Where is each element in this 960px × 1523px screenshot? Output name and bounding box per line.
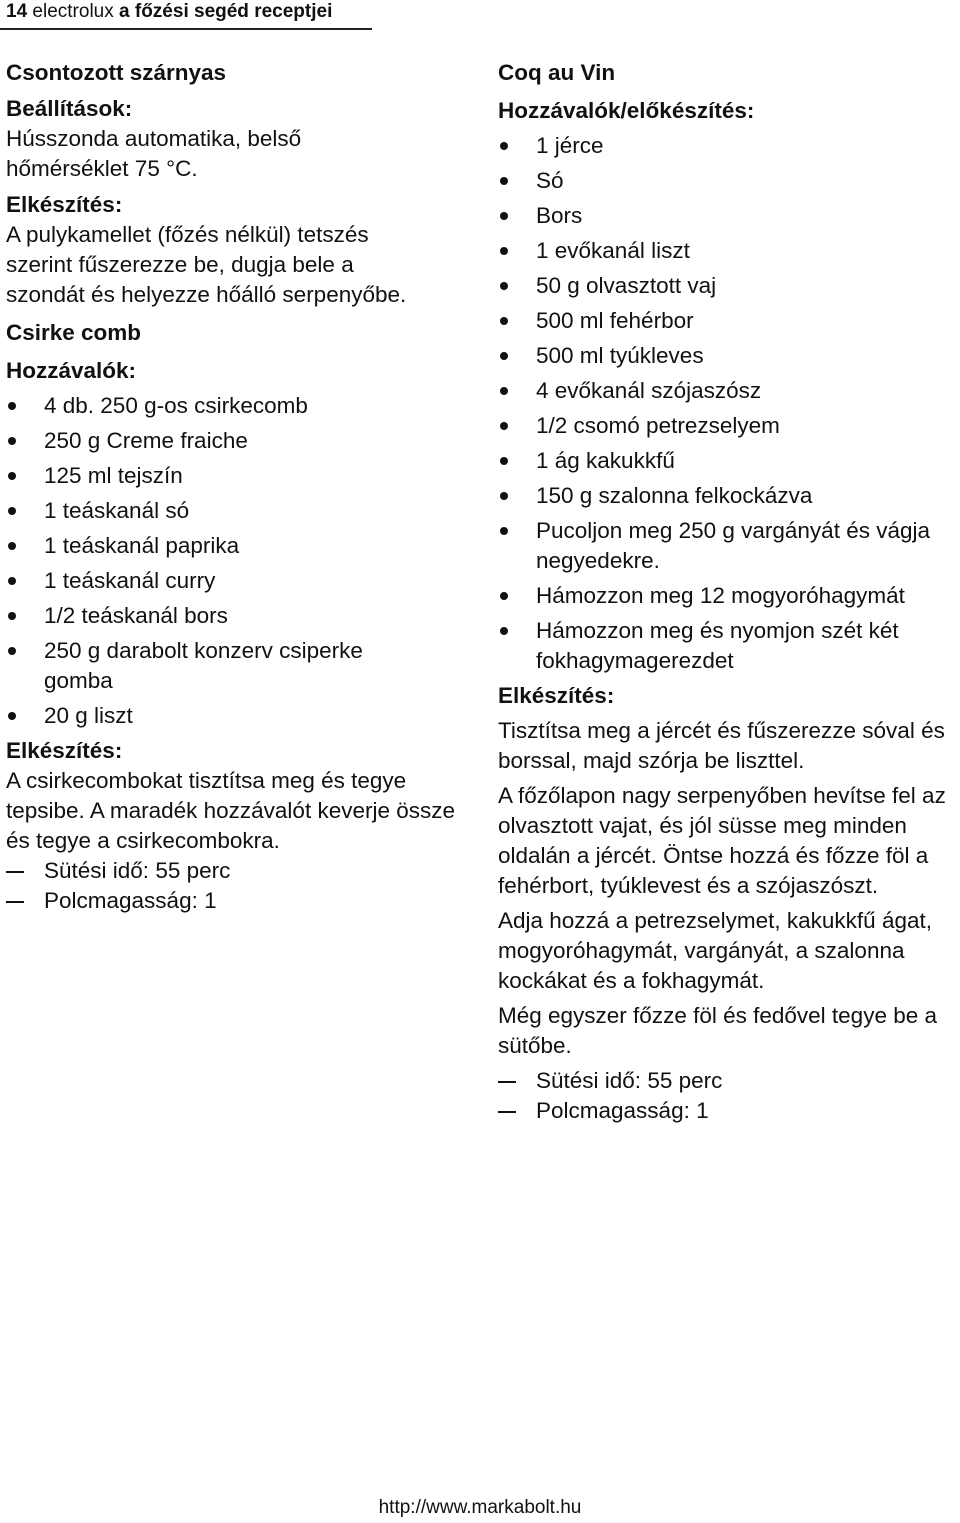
list-item: 1 teáskanál só <box>6 496 466 526</box>
footer-url: http://www.markabolt.hu <box>378 1497 582 1518</box>
prep-paragraph: A főzőlapon nagy serpenyőben hevítse fel az olvasztott vajat, és jól süsse meg minden oldalán a jércét. Öntse hozzá és főzze föl a fehérbort, tyúklevest és a szójaszószt. <box>498 783 946 898</box>
list-item: 250 g darabolt konzerv csiperke gomba <box>6 636 404 696</box>
ingredient-list <box>6 391 466 731</box>
list-item: 500 ml fehérbor <box>498 306 960 336</box>
list-item: 1 teáskanál curry <box>6 566 466 596</box>
list-item: Bors <box>498 201 960 231</box>
recipe-title: Csirke comb <box>6 320 142 345</box>
list-item: 1 teáskanál paprika <box>6 531 466 561</box>
list-item: 1/2 teáskanál bors <box>6 601 466 631</box>
ingredient-list <box>498 131 960 676</box>
list-item: 150 g szalonna felkockázva <box>498 481 960 511</box>
settings-heading: Beállítások: <box>6 96 133 121</box>
list-item: 1 jérce <box>498 131 960 161</box>
list-item: 1/2 csomó petrezselyem <box>498 411 960 441</box>
list-item: 500 ml tyúkleves <box>498 341 960 371</box>
settings-text: Hússzonda automatika, belső hőmérséklet 75 °C. <box>6 126 302 181</box>
notes-list <box>6 856 466 916</box>
list-item: 125 ml tejszín <box>6 461 466 491</box>
ingredients-heading: Hozzávalók: <box>6 358 137 383</box>
list-item: Hámozzon meg és nyomjon szét két fokhagymagerezdet <box>498 616 960 676</box>
list-item: Só <box>498 166 960 196</box>
prep-text: A csirkecombokat tisztítsa meg és tegye tepsibe. A maradék hozzávalót keverje össze és tegye a csirkecombokra. <box>6 768 456 853</box>
prep-text: A pulykamellet (főzés nélkül) tetszés szerint fűszerezze be, dugja bele a szondát és helyezze hőálló serpenyőbe. <box>6 222 407 307</box>
right-column <box>498 58 960 1126</box>
prep-heading: Elkészítés: <box>498 683 615 708</box>
prep-heading: Elkészítés: <box>6 738 123 763</box>
list-item: Hámozzon meg 12 mogyoróhagymát <box>498 581 960 611</box>
prep-paragraph: Adja hozzá a petrezselymet, kakukkfű ágat, mogyoróhagymát, vargányát, a szalonna kockákat és a fokhagymát. <box>498 908 932 993</box>
note-item: Sütési idő: 55 perc <box>6 856 466 886</box>
list-item: 50 g olvasztott vaj <box>498 271 960 301</box>
list-item: 20 g liszt <box>6 701 466 731</box>
list-item: Pucoljon meg 250 g vargányát és vágja negyedekre. <box>498 516 936 576</box>
list-item: 1 ág kakukkfű <box>498 446 960 476</box>
recipe-title: Csontozott szárnyas <box>6 60 227 85</box>
note-item: Sütési idő: 55 perc <box>498 1066 960 1096</box>
page-number: 14 <box>6 1 28 22</box>
prep-heading: Elkészítés: <box>6 192 123 217</box>
note-item: Polcmagasság: 1 <box>498 1096 960 1126</box>
ingredients-heading: Hozzávalók/előkészítés: <box>498 98 755 123</box>
prep-paragraph: Tisztítsa meg a jércét és fűszerezze sóval és borssal, majd szórja be liszttel. <box>498 718 945 773</box>
recipe-title: Coq au Vin <box>498 60 616 85</box>
list-item: 250 g Creme fraiche <box>6 426 466 456</box>
prep-paragraph: Még egyszer főzze föl és fedővel tegye be a sütőbe. <box>498 1003 938 1058</box>
list-item: 1 evőkanál liszt <box>498 236 960 266</box>
header-divider <box>0 28 372 30</box>
list-item: 4 evőkanál szójaszósz <box>498 376 960 406</box>
section-title: a főzési segéd receptjei <box>119 1 333 22</box>
brand-name: electrolux <box>32 1 114 22</box>
page-header <box>6 0 332 28</box>
note-item: Polcmagasság: 1 <box>6 886 466 916</box>
list-item: 4 db. 250 g-os csirkecomb <box>6 391 466 421</box>
notes-list <box>498 1066 960 1126</box>
left-column <box>6 58 466 916</box>
